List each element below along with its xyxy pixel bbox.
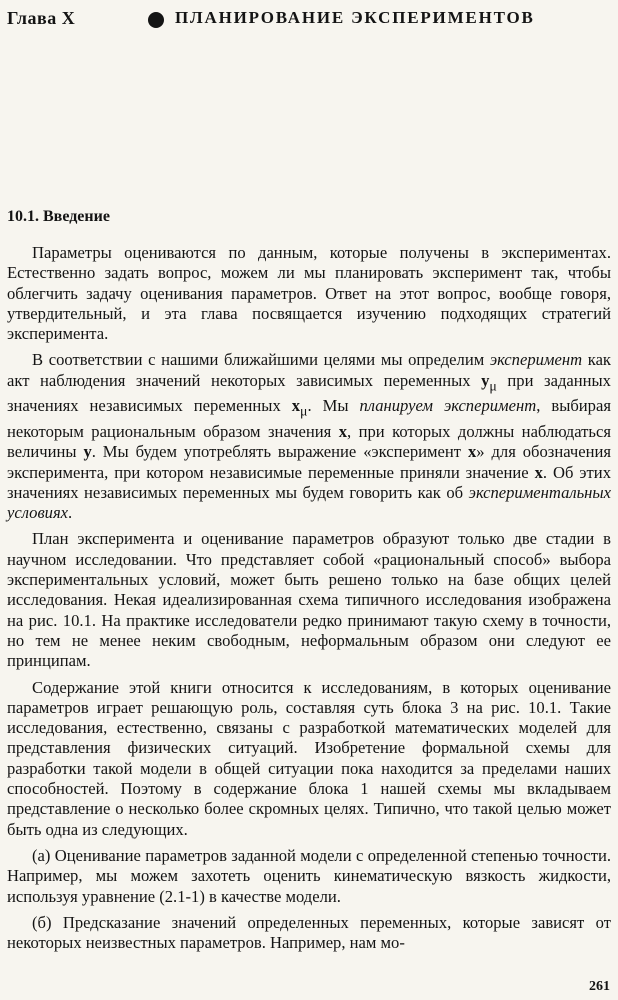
paragraph — [7, 678, 611, 840]
text-run: (а) Оценивание параметров заданной модели с определенной степенью точности. Например, мы можем захотеть оценить кинематическую вязкость жидкости, используя уравнение (2.1-1) в качестве модели. — [7, 845, 611, 906]
text-run: . — [68, 503, 73, 523]
text-run: План эксперимента и оценивание параметров образуют только две стадии в научном исследовании. Что представляет собой «рациональный способ» выбора экспериментальных условий, может быть решено только на базе общих целей исследования. Некая идеализированная схема типичного исследования изображена на рис. 10.1. На практике исследователи редко принимают такую схему в точности, но тем не менее неким свободным, неформальным образом они следуют ее принципам. — [7, 529, 611, 671]
subscript: μ — [300, 403, 308, 419]
text-run: . Мы будем употреблять выражение «эксперимент — [91, 442, 468, 462]
subscript: μ — [489, 378, 497, 394]
text-run: как акт наблюдения значений некоторых зависимых переменных — [7, 350, 611, 390]
text-run: В соответствии с нашими ближайшими целями мы определим — [32, 350, 490, 370]
emphasis-text: планируем эксперимент — [359, 396, 537, 416]
text-run: Параметры оцениваются по данным, которые получены в экспериментах. Естественно задать вопрос, можем ли мы планировать эксперимент так, чтобы облегчить задачу оценивания параметров. Ответ на этот вопрос, вообще говоря, утвердительный, и эта глава посвящается изучению подходящих стратегий эксперимента. — [7, 243, 611, 344]
text-run: (б) Предсказание значений определенных переменных, которые зависят от некоторых неизвестных параметров. Например, нам мо- — [7, 912, 611, 953]
text-run: , при которых должны наблюдаться величины — [7, 422, 611, 462]
vector-symbol: x — [467, 442, 477, 462]
chapter-label: Глава X — [7, 8, 76, 28]
body-text — [7, 243, 611, 959]
vector-symbol: y — [83, 442, 92, 462]
text-run: » для обозначения эксперимента, при котором независимые переменные приняли значение — [7, 442, 612, 482]
text-run: , выбирая некоторым рациональным образом значения — [7, 396, 611, 441]
paragraph — [7, 243, 611, 344]
vector-symbol: y — [481, 370, 490, 390]
vector-symbol: x — [291, 396, 301, 416]
text-run: при заданных значениях независимых переменных — [7, 370, 611, 416]
paragraph — [7, 350, 611, 523]
vector-symbol: x — [338, 422, 347, 441]
running-header — [7, 8, 608, 32]
chapter-title: ПЛАНИРОВАНИЕ ЭКСПЕРИМЕНТОВ — [175, 8, 535, 27]
text-run: Содержание этой книги относится к исследованиям, в которых оценивание параметров играет решающую роль, составляя суть блока 3 на рис. 10.1. Такие исследования, естественно, связаны с разработкой математических моделей для представления физических ситуаций. Изобретение формальной схемы для разработки такой модели в общей ситуации пока находится за пределами наших способностей. Поэтому в содержание блока 1 нашей схемы мы вкладываем представление о несколько более скромных целях. Типично, что такой целью может быть одна из следующих. — [7, 677, 611, 839]
vector-symbol: x — [534, 462, 543, 482]
page-number: 261 — [589, 979, 610, 994]
emphasis-text: экспериментальных условиях — [7, 482, 611, 523]
section-title: 10.1. Введение — [7, 208, 110, 225]
bullet-icon — [148, 12, 164, 28]
emphasis-text: эксперимент — [489, 350, 583, 370]
text-run: . Мы — [307, 396, 360, 416]
paragraph — [7, 846, 611, 907]
paragraph — [7, 529, 611, 671]
paragraph — [7, 913, 611, 954]
text-run: . Об этих значениях независимых переменных мы будем говорить как об — [7, 462, 611, 502]
